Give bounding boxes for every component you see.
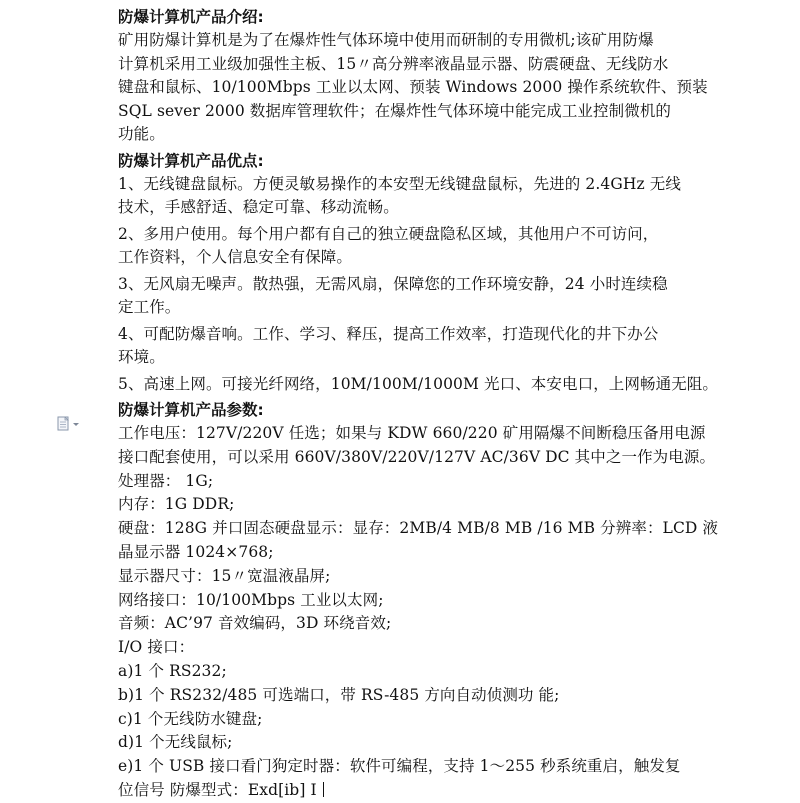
advantage-line: 工作资料，个人信息安全有保障。 xyxy=(118,248,353,266)
paste-options-icon[interactable] xyxy=(56,416,82,432)
param-line-text: 位信号 防爆型式：Exd[ib] Ⅰ xyxy=(118,780,317,799)
advantage-item xyxy=(118,323,684,370)
param-line: 内存：1G DDR; xyxy=(118,495,235,514)
param-line: e)1 个 USB 接口看门狗定时器：软件可编程，支持 1～255 秒系统重启，触发复 xyxy=(118,757,681,776)
param-line: 硬盘：128G 并口固态硬盘显示：显存：2MB/4 MB/8 MB /16 MB 分辨率：LCD 液 xyxy=(118,519,719,538)
param-line: a)1 个 RS232; xyxy=(118,661,227,680)
advantage-line: 定工作。 xyxy=(118,298,181,316)
params-list xyxy=(118,422,719,803)
param-line: 网络接口：10/100Mbps 工业以太网; xyxy=(118,590,384,609)
advantage-item xyxy=(118,173,684,220)
param-line: 显示器尺寸：15〃宽温液晶屏; xyxy=(118,566,331,585)
param-line: 处理器： 1G; xyxy=(118,471,214,490)
intro-line: SQL sever 2000 数据库管理软件；在爆炸性气体环境中能完成工业控制微机的 xyxy=(118,101,672,120)
param-line: b)1 个 RS232/485 可选端口，带 RS-485 方向自动侦测功 能; xyxy=(118,685,560,704)
intro-heading: 防爆计算机产品介绍: xyxy=(118,8,264,26)
advantages-heading: 防爆计算机产品优点: xyxy=(118,151,264,170)
document-page xyxy=(118,6,719,803)
advantage-line: 2、多用户使用。每个用户都有自己的独立硬盘隐私区域，其他用户不可访问， xyxy=(118,224,659,243)
intro-line: 功能。 xyxy=(118,125,165,143)
param-line: c)1 个无线防水键盘; xyxy=(118,709,263,728)
advantage-line: 5、高速上网。可接光纤网络，10M/100M/1000M 光口、本安电口，上网畅通无阻。 xyxy=(118,374,719,393)
param-line: I/O 接口： xyxy=(118,638,195,657)
param-line: 工作电压：127V/220V 任选；如果与 KDW 660/220 矿用隔爆不间断稳压备用电源 xyxy=(118,424,706,442)
advantage-line: 3、无风扇无噪声。散热强，无需风扇，保障您的工作环境安静，24 小时连续稳 xyxy=(118,274,668,293)
advantage-item xyxy=(118,373,719,397)
intro-line: 键盘和鼠标、10/100Mbps 工业以太网、预装 Windows 2000 操作系统软件、预装 xyxy=(118,78,708,96)
advantage-line: 环境。 xyxy=(118,348,165,366)
advantage-line: 4、可配防爆音响。工作、学习、释压，提高工作效率，打造现代化的井下办公 xyxy=(118,324,659,343)
advantage-item xyxy=(118,273,684,320)
param-line: d)1 个无线鼠标; xyxy=(118,733,233,752)
intro-line: 矿用防爆计算机是为了在爆炸性气体环境中使用而研制的专用微机;该矿用防爆 xyxy=(118,31,654,49)
intro-paragraph xyxy=(118,29,708,147)
param-line: 晶显示器 1024×768; xyxy=(118,542,274,561)
param-line: 接口配套使用，可以采用 660V/380V/220V/127V AC/36V DC 其中之一作为电源。 xyxy=(118,447,716,466)
text-cursor xyxy=(323,782,324,797)
intro-line: 计算机采用工业级加强性主板、15〃高分辨率液晶显示器、防震硬盘、无线防水 xyxy=(118,54,669,73)
params-heading: 防爆计算机产品参数: xyxy=(118,401,264,419)
param-line-last[interactable] xyxy=(118,779,684,803)
advantage-line: 技术，手感舒适、稳定可靠、移动流畅。 xyxy=(118,198,399,216)
param-line: 音频：AC’97 音效编码，3D 环绕音效; xyxy=(118,614,392,633)
advantage-line: 1、无线键盘鼠标。方便灵敏易操作的本安型无线键盘鼠标，先进的 2.4GHz 无线 xyxy=(118,174,681,193)
advantage-item xyxy=(118,223,684,270)
